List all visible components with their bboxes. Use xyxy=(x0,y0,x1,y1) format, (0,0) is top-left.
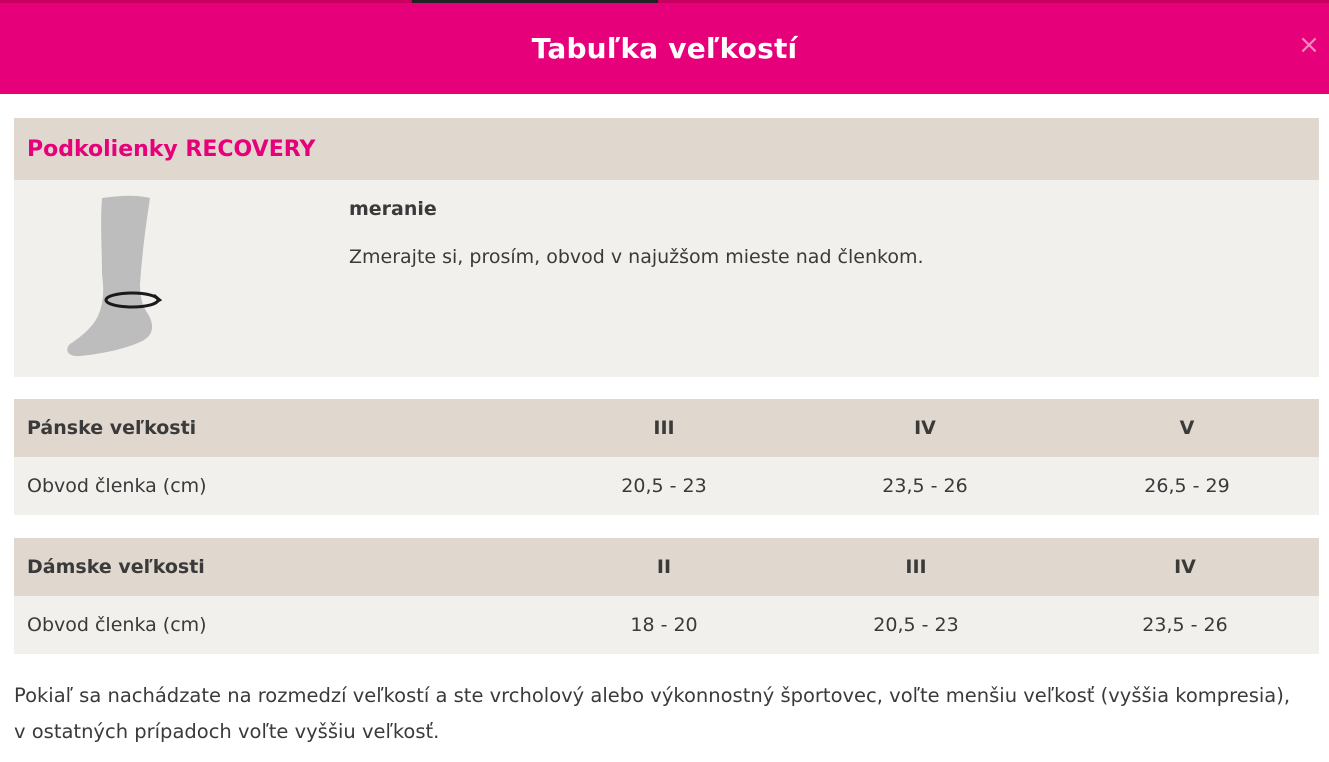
women-size-1: II xyxy=(656,556,672,578)
size-note-line-1: Pokiaľ sa nachádzate na rozmedzí veľkostí a ste vrcholový alebo výkonnostný športovec, voľte menšiu veľkosť (vyššia kompresia), xyxy=(14,684,1291,707)
women-table-row xyxy=(14,596,1319,654)
men-row-label: Obvod členka (cm) xyxy=(27,475,207,497)
product-name: Podkolienky RECOVERY xyxy=(27,136,316,162)
men-size-1: III xyxy=(653,417,675,439)
measure-title: meranie xyxy=(349,198,437,220)
men-value-3: 26,5 - 29 xyxy=(1144,475,1230,497)
measure-text: Zmerajte si, prosím, obvod v najužšom mieste nad členkom. xyxy=(349,246,924,268)
men-size-2: IV xyxy=(914,417,936,439)
product-section xyxy=(14,118,1319,377)
close-icon[interactable]: × xyxy=(1298,30,1320,60)
modal-title: Tabuľka veľkostí xyxy=(531,32,798,65)
women-value-1: 18 - 20 xyxy=(630,614,698,636)
women-value-2: 20,5 - 23 xyxy=(873,614,959,636)
men-size-table xyxy=(14,399,1319,515)
women-size-3: IV xyxy=(1174,556,1196,578)
size-note-line-2: v ostatných prípadoch voľte vyššiu veľkosť. xyxy=(14,720,440,743)
men-value-2: 23,5 - 26 xyxy=(882,475,968,497)
women-row-label: Obvod členka (cm) xyxy=(27,614,207,636)
men-table-header xyxy=(14,399,1319,457)
women-value-3: 23,5 - 26 xyxy=(1142,614,1228,636)
size-note xyxy=(14,678,1324,750)
sock-measure-icon xyxy=(62,194,172,360)
product-body xyxy=(14,180,1319,377)
men-table-row xyxy=(14,457,1319,515)
men-header-label: Pánske veľkosti xyxy=(27,417,197,439)
product-header xyxy=(14,118,1319,180)
men-size-3: V xyxy=(1179,417,1195,439)
men-value-1: 20,5 - 23 xyxy=(621,475,707,497)
women-size-2: III xyxy=(905,556,927,578)
women-size-table xyxy=(14,538,1319,654)
women-table-header xyxy=(14,538,1319,596)
modal-header xyxy=(0,3,1329,94)
women-header-label: Dámske veľkosti xyxy=(27,556,205,578)
